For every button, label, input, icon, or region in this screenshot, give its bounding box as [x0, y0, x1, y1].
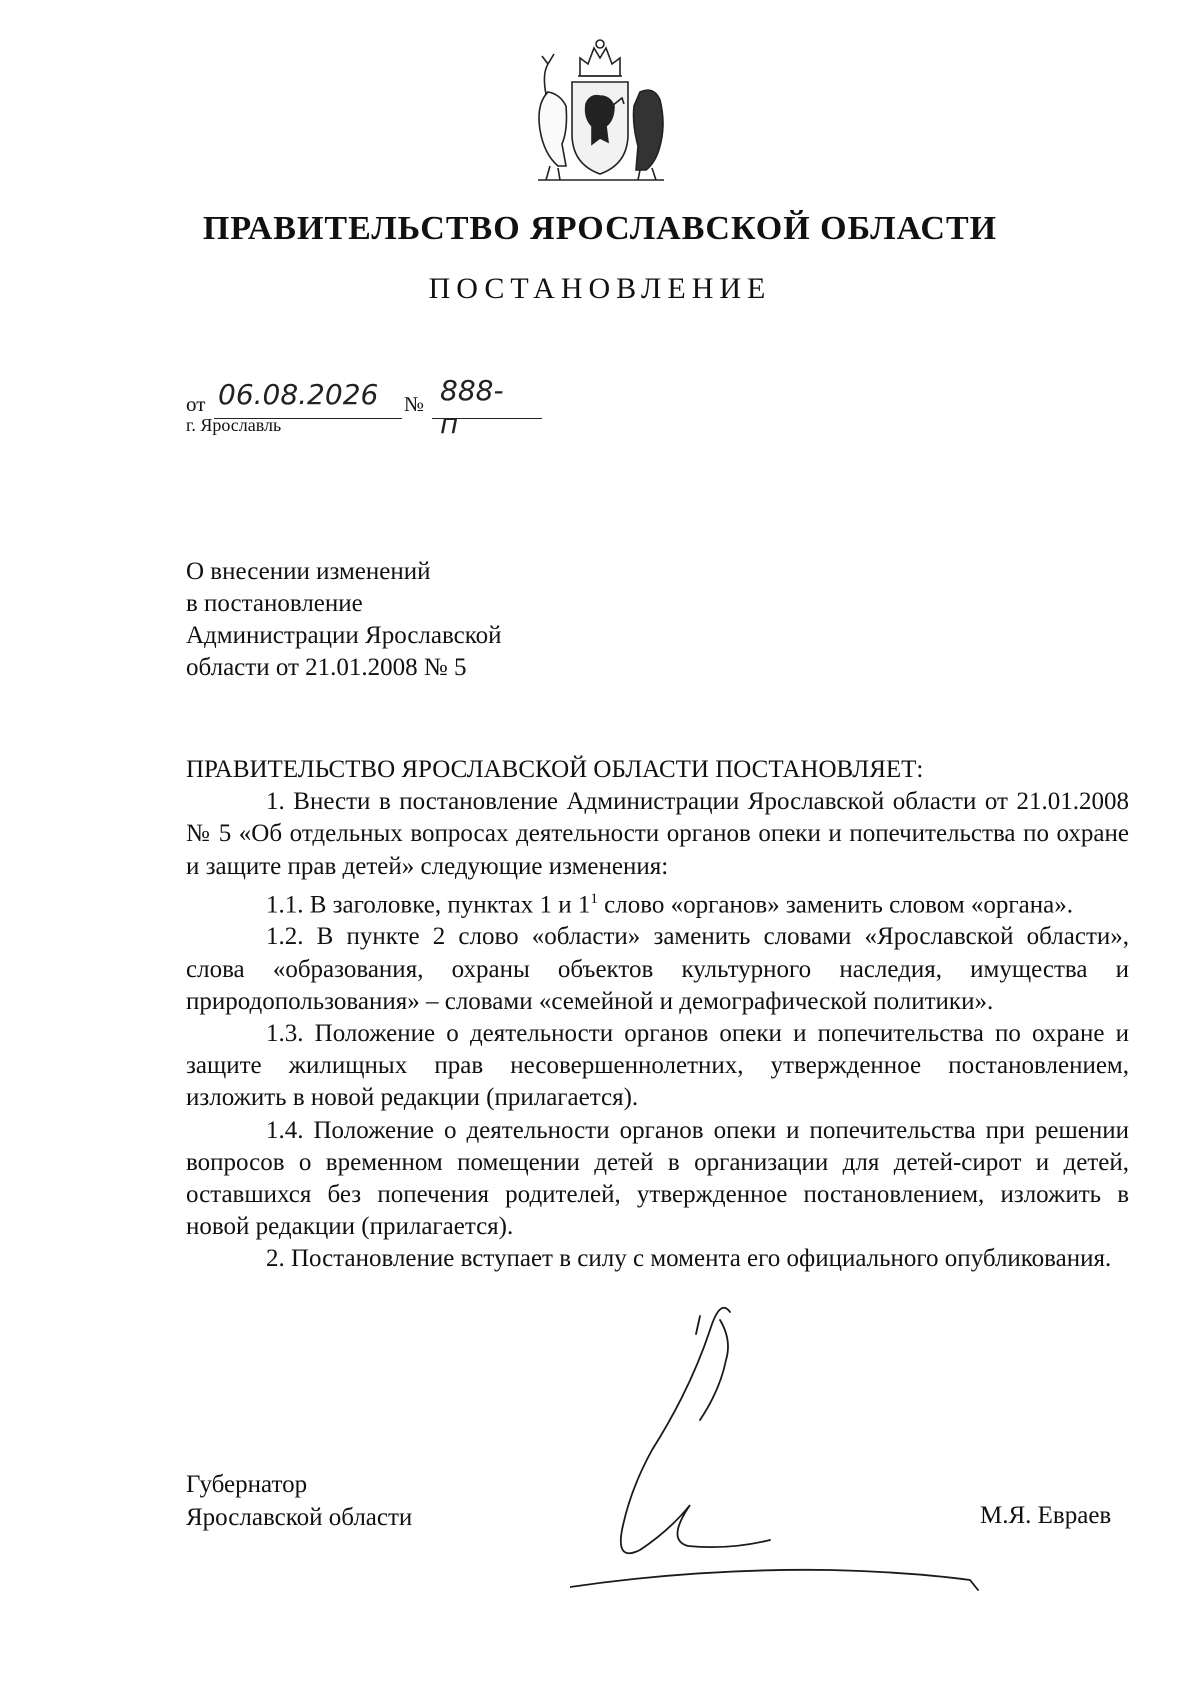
number-prefix: №	[404, 392, 425, 416]
position-line: Ярославской области	[186, 1504, 413, 1531]
paragraph-1-1-text: 1.1. В заголовке, пунктах 1 и 1	[266, 891, 591, 919]
subject-line: О внесении изменений	[186, 558, 431, 585]
paragraph-2: 2. Постановление вступает в силу с момента его официального опубликования.	[266, 1245, 1112, 1273]
signatory-name: М.Я. Евраев	[980, 1502, 1112, 1529]
subject-line: Администрации Ярославской	[186, 622, 502, 649]
paragraph-1-4: 1.4. Положение о деятельности органов опеки и попечительства при решении вопросов о временном помещении детей в организации для детей-сирот и детей, оставшихся без попечения родителей, утвержденное постановлением, изложить в новой редакции (прилагается).	[186, 1116, 1129, 1241]
paragraph-1-3: 1.3. Положение о деятельности органов опеки и попечительства по охране и защите жилищных прав несовершеннолетних, утвержденное постановлением, изложить в новой редакции (прилагается).	[186, 1019, 1129, 1112]
document-type: ПОСТАНОВЛЕНИЕ	[428, 272, 772, 305]
handwritten-signature	[570, 1300, 1050, 1600]
handwritten-date: 06.08.2026	[218, 378, 379, 411]
signatory-position	[186, 1468, 412, 1534]
coat-of-arms-icon	[528, 34, 673, 184]
paragraph-1-1	[186, 883, 1129, 922]
superscript: 1	[590, 890, 598, 907]
subject-line: области от 21.01.2008 № 5	[186, 654, 467, 681]
decree-header: ПРАВИТЕЛЬСТВО ЯРОСЛАВСКОЙ ОБЛАСТИ ПОСТАНОВЛЯЕТ:	[186, 756, 924, 783]
organization-title: ПРАВИТЕЛЬСТВО ЯРОСЛАВСКОЙ ОБЛАСТИ	[202, 210, 998, 247]
document-body	[186, 754, 1129, 1276]
city: г. Ярославль	[186, 415, 282, 435]
subject-line: в постановление	[186, 590, 363, 617]
handwritten-number: 888-п	[440, 374, 504, 440]
position-line: Губернатор	[186, 1471, 308, 1498]
date-prefix: от	[186, 392, 206, 416]
paragraph-1-1-text-end: слово «органов» заменить словом «органа».	[597, 891, 1073, 919]
paragraph-1: 1. Внести в постановление Администрации Ярославской области от 21.01.2008 № 5 «Об отдельных вопросах деятельности органов опеки и попечительства по охране и защите прав детей» следующие изменения:	[186, 788, 1129, 880]
paragraph-1-2: 1.2. В пункте 2 слово «области» заменить словами «Ярославской области», слова «образования, охраны объектов культурного наследия, имущества и природопользования» – словами «семейной и демографической политики».	[186, 923, 1129, 1015]
document-subject	[186, 556, 502, 684]
